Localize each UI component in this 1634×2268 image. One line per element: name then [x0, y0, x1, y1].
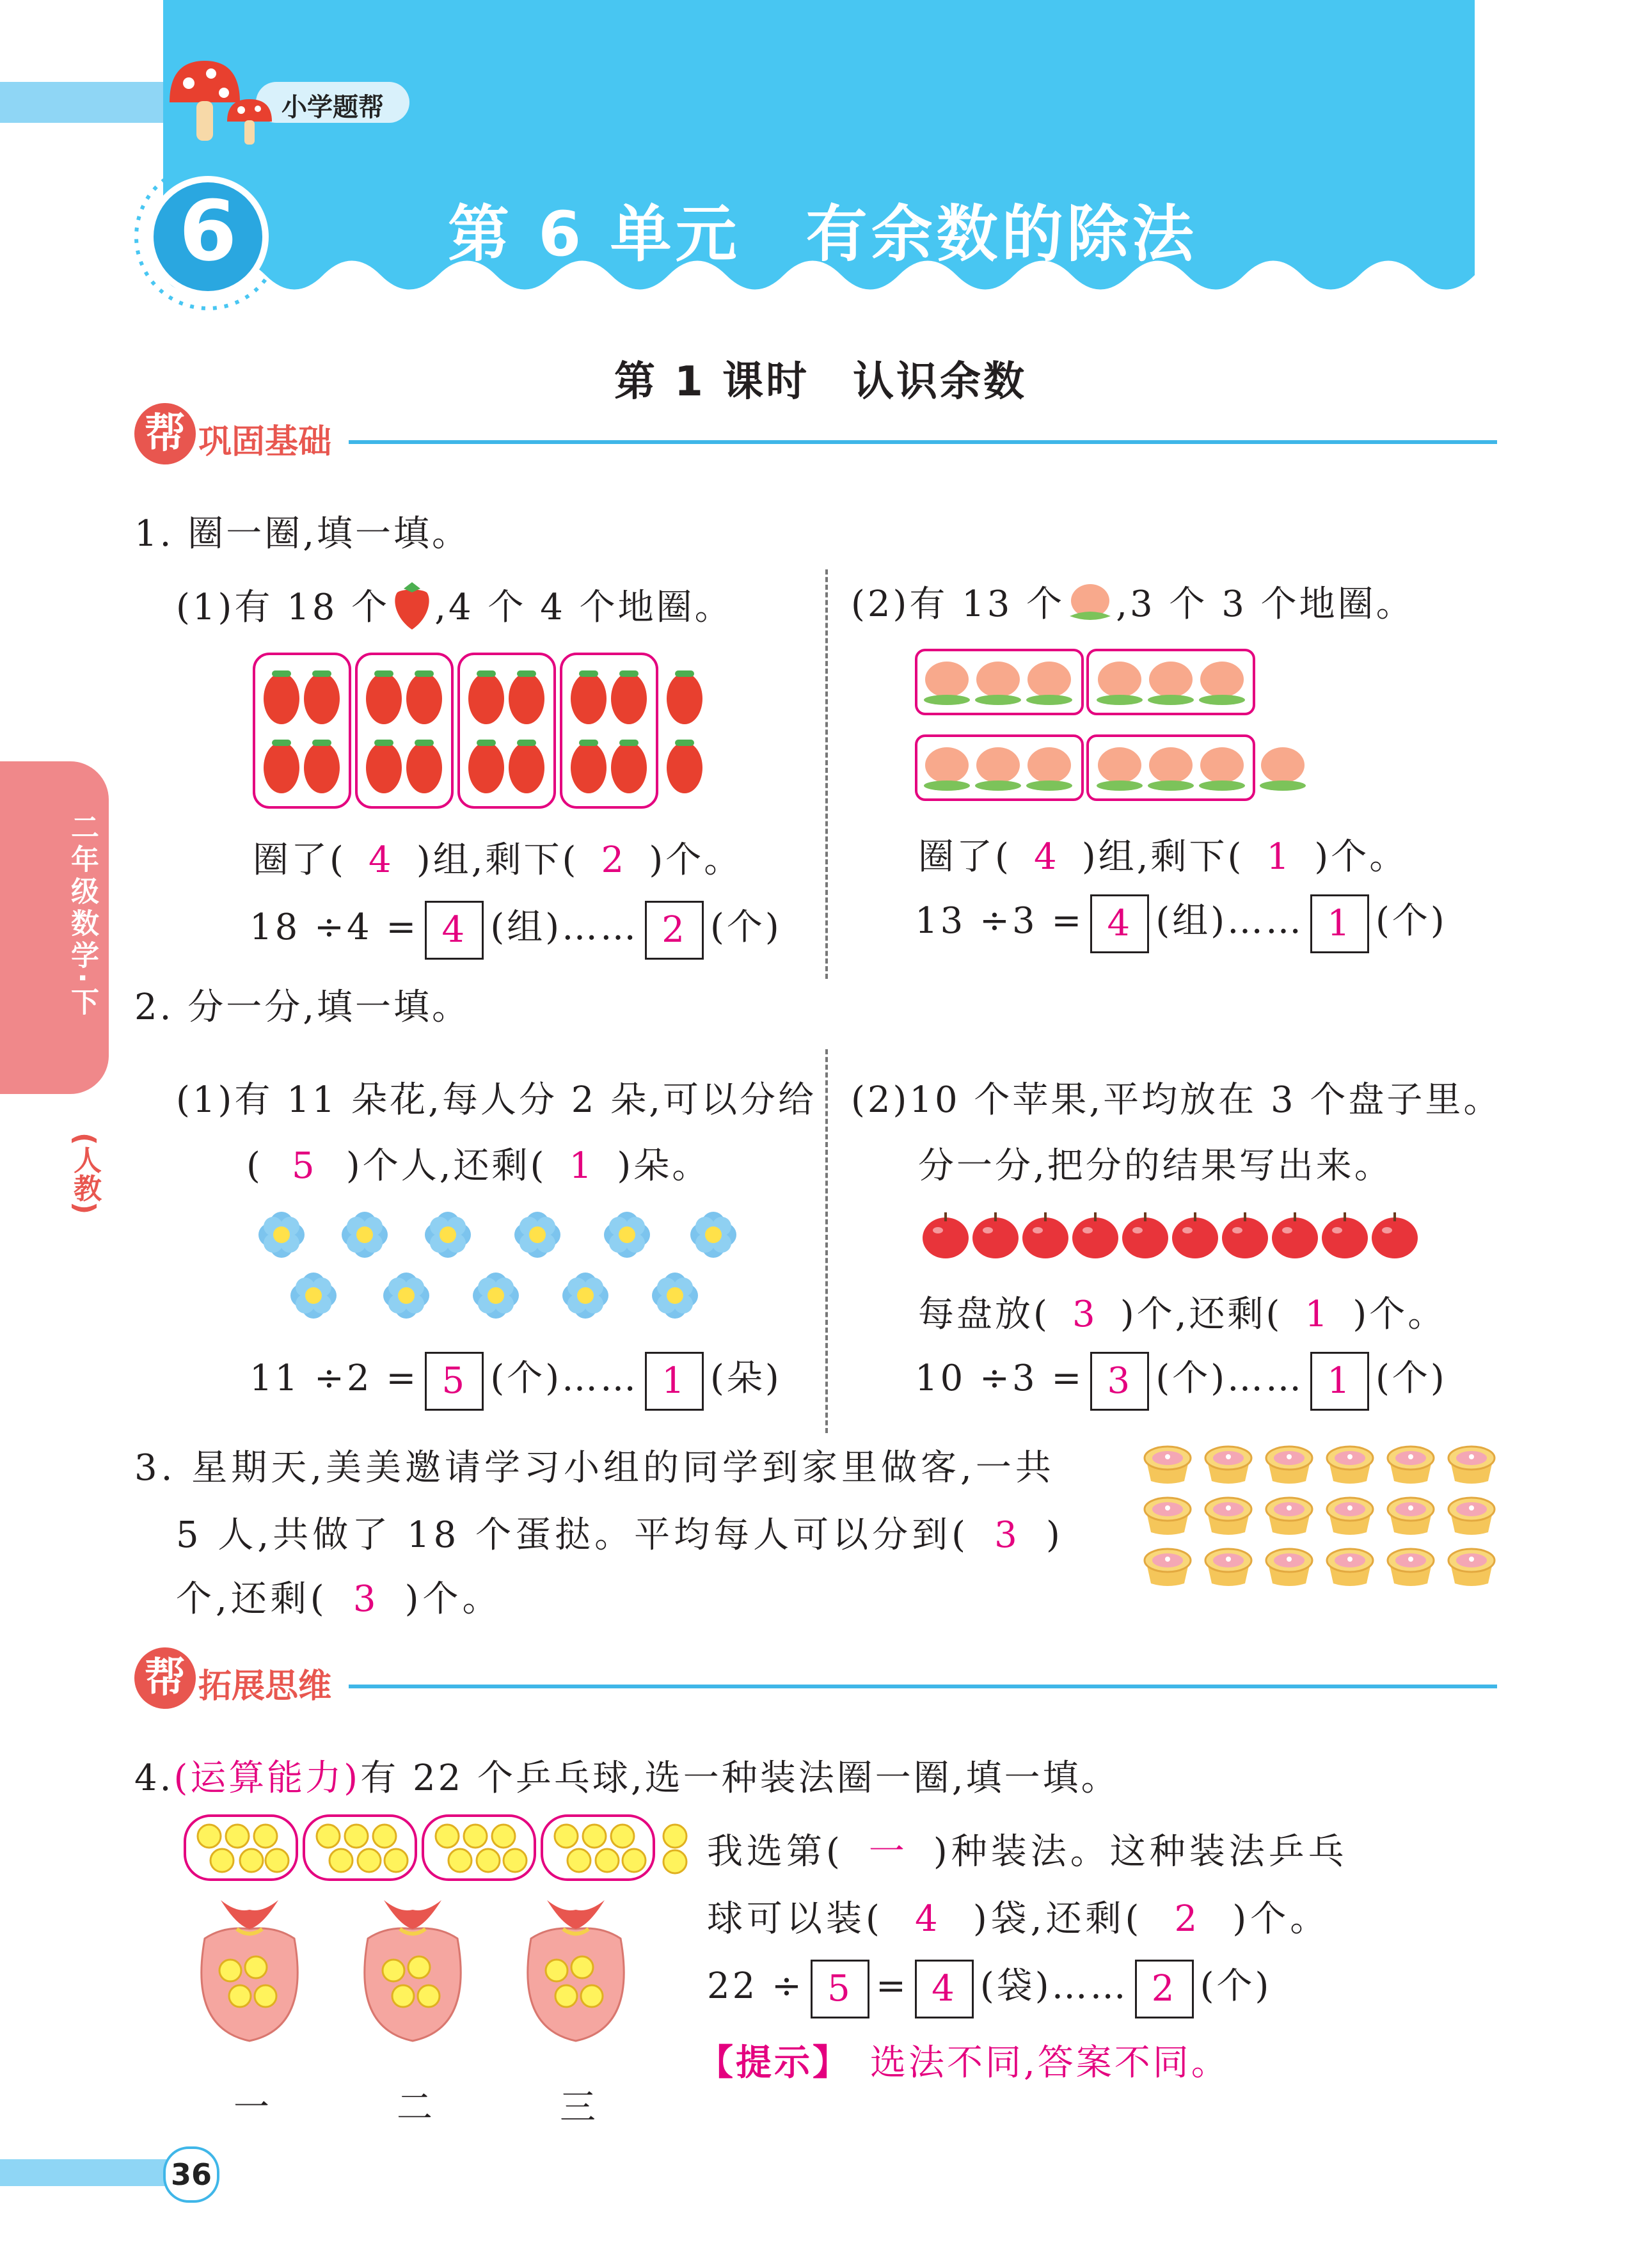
- q4-remainder-box[interactable]: 2: [1135, 1960, 1194, 2018]
- q4-num: 4.: [134, 1757, 174, 1799]
- side-tab-label: 二年级数学·下: [66, 813, 99, 1019]
- q1-p1-unit1: (组)……: [490, 907, 639, 948]
- q2-p1-l2-a: (: [246, 1145, 263, 1187]
- q4-quotient-box[interactable]: 4: [915, 1960, 974, 2018]
- q1-p2-l1-a: 圈了(: [918, 836, 1011, 878]
- q2-p2-remainder-answer[interactable]: 1: [1305, 1294, 1331, 1335]
- flowers-picture: [243, 1203, 755, 1331]
- q2-p2-line-a: (2)10 个苹果,平均放在 3 个盘子里。: [851, 1079, 1502, 1121]
- q2-p1-remainder-box[interactable]: 1: [645, 1352, 704, 1411]
- unit-number: 6: [178, 182, 237, 280]
- q4-unit1: (袋)……: [980, 1965, 1129, 2007]
- q3-l3b: )个。: [404, 1578, 502, 1620]
- q4-l2c: )个。: [1232, 1898, 1330, 1940]
- egg-tarts-picture: [1139, 1436, 1503, 1596]
- unit-title: 第 6 单元 有余数的除法: [448, 198, 1198, 270]
- q1-p1-l1-b: )组,剩下(: [416, 839, 579, 881]
- q2-p2-unit2: (个): [1376, 1358, 1447, 1399]
- q1-p2-line2: [915, 892, 1447, 953]
- apples-picture: [921, 1212, 1427, 1264]
- q4-bag-label-1: 一: [234, 2087, 272, 2129]
- q4-hint-text: 选法不同,答案不同。: [870, 2042, 1230, 2084]
- q4-bag-label-2: 二: [397, 2087, 435, 2129]
- q1-p1-expr: 18 ÷4 =: [250, 907, 419, 948]
- q4-line2: [707, 1891, 1329, 1942]
- q1-p2-remainder-answer[interactable]: 1: [1266, 836, 1292, 878]
- q1-p2-quotient-box[interactable]: 4: [1090, 894, 1149, 953]
- q2-p2-l1-a: 每盘放(: [918, 1294, 1050, 1335]
- q4-bag-label-3: 三: [560, 2087, 598, 2129]
- q4-line1: [707, 1823, 1348, 1875]
- q1-p2-line1: [918, 829, 1408, 880]
- q1-p1-l1-c: )个。: [649, 839, 743, 881]
- side-edition-label: (人教): [68, 1132, 101, 1215]
- peach-groups-picture: [915, 646, 1312, 806]
- q1-p2-unit2: (个): [1376, 900, 1447, 942]
- q4-stem-text: 有 22 个乒乓球,选一种装法圈一圈,填一填。: [360, 1757, 1120, 1799]
- q4-divisor-box[interactable]: 5: [811, 1960, 869, 2018]
- q1-p1-line1: [253, 832, 742, 883]
- q1-p2-l1-b: )组,剩下(: [1081, 836, 1244, 878]
- q4-l2b: )袋,还剩(: [972, 1898, 1143, 1940]
- q1-p1-remainder-answer[interactable]: 2: [601, 839, 627, 881]
- q3-each-answer[interactable]: 3: [994, 1514, 1021, 1556]
- q4-hint: [697, 2034, 1230, 2086]
- q2-p2-line2: [915, 1350, 1447, 1411]
- section-basic-badge: 帮: [134, 403, 196, 464]
- q1-divider: [825, 569, 828, 979]
- q3-line1: 3. 星期天,美美邀请学习小组的同学到家里做客,一共: [134, 1447, 1055, 1489]
- q3-line2: [176, 1507, 1064, 1558]
- q4-hint-label: 【提示】: [697, 2042, 851, 2084]
- section-basic-title: 巩固基础: [198, 423, 332, 461]
- q1-p2-post: ,3 个 3 个地圈。: [1116, 583, 1415, 625]
- q2-p1-expr: 11 ÷2 =: [250, 1358, 419, 1399]
- lesson-title: 第 1 课时 认识余数: [614, 358, 1027, 406]
- q3-l2b: ): [1045, 1514, 1064, 1556]
- q4-bags-answer[interactable]: 4: [915, 1898, 942, 1940]
- strawberry-icon: [390, 580, 434, 631]
- q4-choice-answer[interactable]: 一: [868, 1831, 908, 1873]
- q1-p1-quotient-box[interactable]: 4: [425, 901, 484, 960]
- q2-p2-l1-b: )个,还剩(: [1120, 1294, 1283, 1335]
- q4-unit2: (个): [1200, 1965, 1272, 2007]
- q1-p1-l1-a: 圈了(: [253, 839, 346, 881]
- section-extend-title: 拓展思维: [198, 1667, 332, 1706]
- section-basic-rule: [349, 440, 1497, 444]
- q1-p1-text: [176, 579, 733, 631]
- q1-p1-remainder-box[interactable]: 2: [645, 901, 704, 960]
- q4-l1a: 我选第(: [707, 1831, 844, 1873]
- q3-remainder-answer[interactable]: 3: [353, 1578, 380, 1620]
- q1-p2-remainder-box[interactable]: 1: [1310, 894, 1369, 953]
- q2-stem: 2. 分一分,填一填。: [134, 987, 471, 1028]
- mushroom-logo-icon: [163, 58, 278, 147]
- strawberry-groups-picture: [253, 653, 713, 813]
- q2-p1-line-a: (1)有 11 朵花,每人分 2 朵,可以分给: [176, 1079, 817, 1121]
- page-number: 36: [163, 2146, 219, 2203]
- q3-l3a: 个,还剩(: [176, 1578, 328, 1620]
- q2-p1-unit1: (个)……: [490, 1358, 639, 1399]
- q1-p2-unit1: (组)……: [1155, 900, 1305, 942]
- q1-p2-text: [851, 576, 1415, 627]
- q2-p2-line-b: 分一分,把分的结果写出来。: [918, 1145, 1393, 1187]
- q1-p1-post: ,4 个 4 个地圈。: [434, 587, 733, 628]
- q2-p1-people-answer[interactable]: 5: [292, 1145, 317, 1187]
- q4-tag: (运算能力): [173, 1757, 361, 1799]
- q4-eq: =: [875, 1965, 908, 2007]
- q2-p2-l1-c: )个。: [1352, 1294, 1447, 1335]
- section-extend-rule: [349, 1685, 1497, 1688]
- q4-remainder-answer[interactable]: 2: [1174, 1898, 1202, 1940]
- q1-p1-unit2: (个): [710, 907, 782, 948]
- q2-p2-remainder-box[interactable]: 1: [1310, 1352, 1369, 1411]
- q2-divider: [825, 1049, 828, 1433]
- q2-p1-line2: [250, 1350, 782, 1411]
- q2-p1-line-b: [246, 1138, 710, 1189]
- q1-p2-groups-answer[interactable]: 4: [1034, 836, 1059, 878]
- section-extend-badge: 帮: [134, 1647, 196, 1709]
- q2-p1-quotient-box[interactable]: 5: [425, 1352, 484, 1411]
- q1-p2-l1-c: )个。: [1314, 836, 1408, 878]
- q2-p2-expr: 10 ÷3 =: [915, 1358, 1084, 1399]
- q4-stem: [134, 1750, 1120, 1801]
- q1-p2-pre: (2)有 13 个: [851, 583, 1065, 625]
- q3-l2a: 5 人,共做了 18 个蛋挞。平均每人可以分到(: [176, 1514, 969, 1556]
- q2-p2-line1: [918, 1286, 1446, 1337]
- q2-p1-l2-c: )朵。: [617, 1145, 711, 1187]
- q4-expr-a: 22 ÷: [707, 1965, 804, 2007]
- q1-p1-pre: (1)有 18 个: [176, 587, 390, 628]
- q1-p1-line2: [250, 899, 782, 960]
- q1-stem: 1. 圈一圈,填一填。: [134, 513, 471, 555]
- q2-p2-quotient-box[interactable]: 3: [1090, 1352, 1149, 1411]
- brand-label: 小学题帮: [282, 93, 384, 122]
- ping-pong-packing-picture: [182, 1811, 707, 2092]
- q2-p1-unit2: (朵): [710, 1358, 782, 1399]
- peach-icon: [1065, 580, 1116, 625]
- q1-p2-expr: 13 ÷3 =: [915, 900, 1084, 942]
- q2-p1-l2-b: )个人,还剩(: [345, 1145, 547, 1187]
- q4-equation: [707, 1958, 1271, 2018]
- q2-p2-unit1: (个)……: [1155, 1358, 1305, 1399]
- q4-l1b: )种装法。这种装法乒乓: [933, 1831, 1348, 1873]
- q2-p1-remainder-answer[interactable]: 1: [569, 1145, 595, 1187]
- q1-p1-groups-answer[interactable]: 4: [369, 839, 394, 881]
- q3-line3: [176, 1571, 502, 1622]
- q2-p2-per-plate-answer[interactable]: 3: [1072, 1294, 1098, 1335]
- q4-l2a: 球可以装(: [707, 1898, 884, 1940]
